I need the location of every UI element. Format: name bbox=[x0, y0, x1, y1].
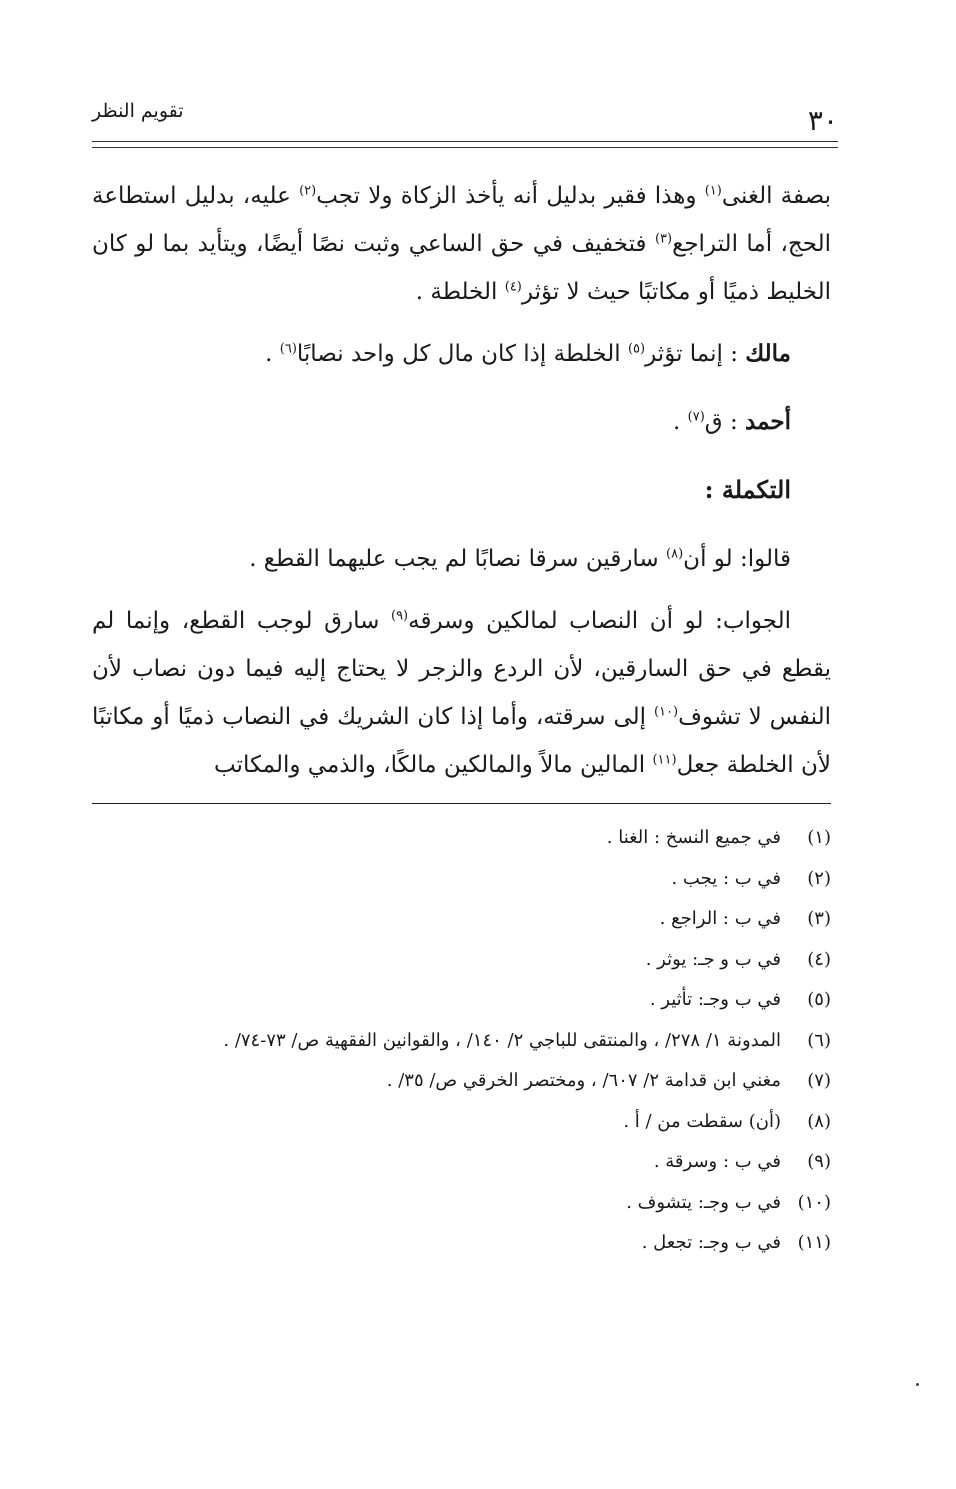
running-head bbox=[92, 96, 838, 136]
footnote-item bbox=[92, 1223, 831, 1264]
scholar-name-malik: مالك bbox=[745, 340, 791, 367]
header-rule-top bbox=[92, 141, 838, 142]
footnote-ref: (٨) bbox=[666, 546, 684, 562]
footnote-text: المدونة ١/ ٢٧٨/ ، والمنتقى للباجي ٢/ ١٤٠/ ، والقوانين الفقهية ص/ ٧٣-٧٤/ . bbox=[223, 1029, 781, 1051]
footnote-number: (٦) bbox=[807, 1029, 831, 1051]
footnote-text: في ب : يجب . bbox=[671, 867, 781, 889]
footnote-ref: (١) bbox=[704, 183, 722, 199]
book-title: تقويم النظر bbox=[92, 100, 184, 122]
footnote-item bbox=[92, 980, 831, 1021]
footnote-number: (٣) bbox=[807, 908, 831, 929]
footnote-ref: (١٠) bbox=[653, 704, 679, 720]
footnote-item bbox=[92, 859, 831, 900]
footnote-ref: (٦) bbox=[279, 341, 297, 357]
footnote-item bbox=[92, 818, 831, 859]
footnote-number: (٢) bbox=[807, 867, 831, 889]
footnote-text: مغني ابن قدامة ٢/ ٦٠٧/ ، ومختصر الخرقي ص/ ٣٥/ . bbox=[386, 1070, 781, 1091]
footnote-separator bbox=[92, 803, 831, 804]
footnote-number: (١١) bbox=[797, 1232, 831, 1253]
footnote-item bbox=[92, 1061, 831, 1102]
footnote-text: في ب وجـ: تجعل . bbox=[641, 1232, 781, 1253]
footnote-number: (٥) bbox=[807, 989, 831, 1010]
footnote-text: في ب : الراجع . bbox=[659, 908, 781, 929]
section-heading-takmila: التكملة : bbox=[704, 475, 791, 504]
footnote-ref: (٤) bbox=[504, 279, 522, 295]
footnote-number: (٤) bbox=[807, 948, 831, 970]
footnote-ref: (٧) bbox=[687, 409, 705, 425]
footnote-text: في ب وجـ: يتشوف . bbox=[626, 1191, 781, 1213]
footnote-ref: (٢) bbox=[299, 183, 317, 199]
paragraph-jawab: الجواب: لو أن النصاب لمالكين وسرقه$^{(٩)}$ سارق لوجب القطع، وإنما لم يقطع في حق السارقين، لأن الردع والزجر لا يحتاج إليه فيما دون نصاب لأن النفس لا تشوف$^{(١٠)}$ إلى سرقته، وأما إذا كان الشريك في النصاب ذميًا أو مكاتبًا لأن الخلطة جعل$^{(١١)}$ المالين مالاً والمالكين مالكًا، والذمي والمكاتب bbox=[92, 608, 831, 778]
footnote-text: في ب وجـ: تأثير . bbox=[649, 989, 781, 1010]
paragraph-malik: مالك : إنما تؤثر$^{(٥)}$ الخلطة إذا كان مال كل واحد نصابًا$^{(٦)}$ . bbox=[265, 340, 791, 367]
footnote-item bbox=[92, 1142, 831, 1183]
footnote-text: (أن) سقطت من / أ . bbox=[623, 1110, 781, 1132]
footnote-item bbox=[92, 1021, 831, 1062]
paragraph-qalu: قالوا: لو أن$^{(٨)}$ سارقين سرقا نصابًا لم يجب عليهما القطع . bbox=[249, 546, 791, 572]
footnote-item bbox=[92, 1183, 831, 1224]
footnote-item bbox=[92, 899, 831, 940]
footnote-text: في ب : وسرقة . bbox=[653, 1151, 781, 1172]
footnote-number: (١٠) bbox=[797, 1191, 831, 1213]
scholar-name-ahmad: أحمد bbox=[745, 408, 791, 435]
footnote-ref: (٩) bbox=[390, 608, 409, 624]
footnote-text: في جميع النسخ : الغنا . bbox=[606, 827, 781, 848]
paragraph-continuation: بصفة الغنى$^{(١)}$ وهذا فقير بدليل أنه يأخذ الزكاة ولا تجب$^{(٢)}$ عليه، بدليل استطاعة الحج، أما التراجع$^{(٣)}$ فتخفيف في حق الساعي وثبت نصًا أيضًا، ويتأيد بما لو كان الخليط ذميًا أو مكاتبًا حيث لا تؤثر$^{(٤)}$ الخلطة . bbox=[92, 183, 831, 305]
footnote-item bbox=[92, 940, 831, 981]
footnote-number: (٩) bbox=[807, 1151, 831, 1172]
footnote-ref: (٥) bbox=[627, 341, 646, 357]
footnote-ref: (١١) bbox=[652, 752, 677, 768]
footnote-item bbox=[92, 1102, 831, 1143]
print-speck bbox=[916, 1383, 919, 1386]
footnote-number: (٧) bbox=[807, 1070, 831, 1091]
footnote-text: في ب و جـ: يوثر . bbox=[645, 948, 781, 970]
page-number: ٣٠ bbox=[807, 104, 838, 137]
footnote-number: (١) bbox=[807, 827, 831, 848]
main-text bbox=[92, 172, 831, 789]
paragraph-ahmad: أحمد : ق$^{(٧)}$ . bbox=[673, 408, 791, 435]
footnote-ref: (٣) bbox=[654, 231, 673, 247]
header-rule-bottom bbox=[92, 147, 838, 148]
footnotes-list bbox=[92, 818, 831, 1264]
footnote-number: (٨) bbox=[807, 1110, 831, 1132]
